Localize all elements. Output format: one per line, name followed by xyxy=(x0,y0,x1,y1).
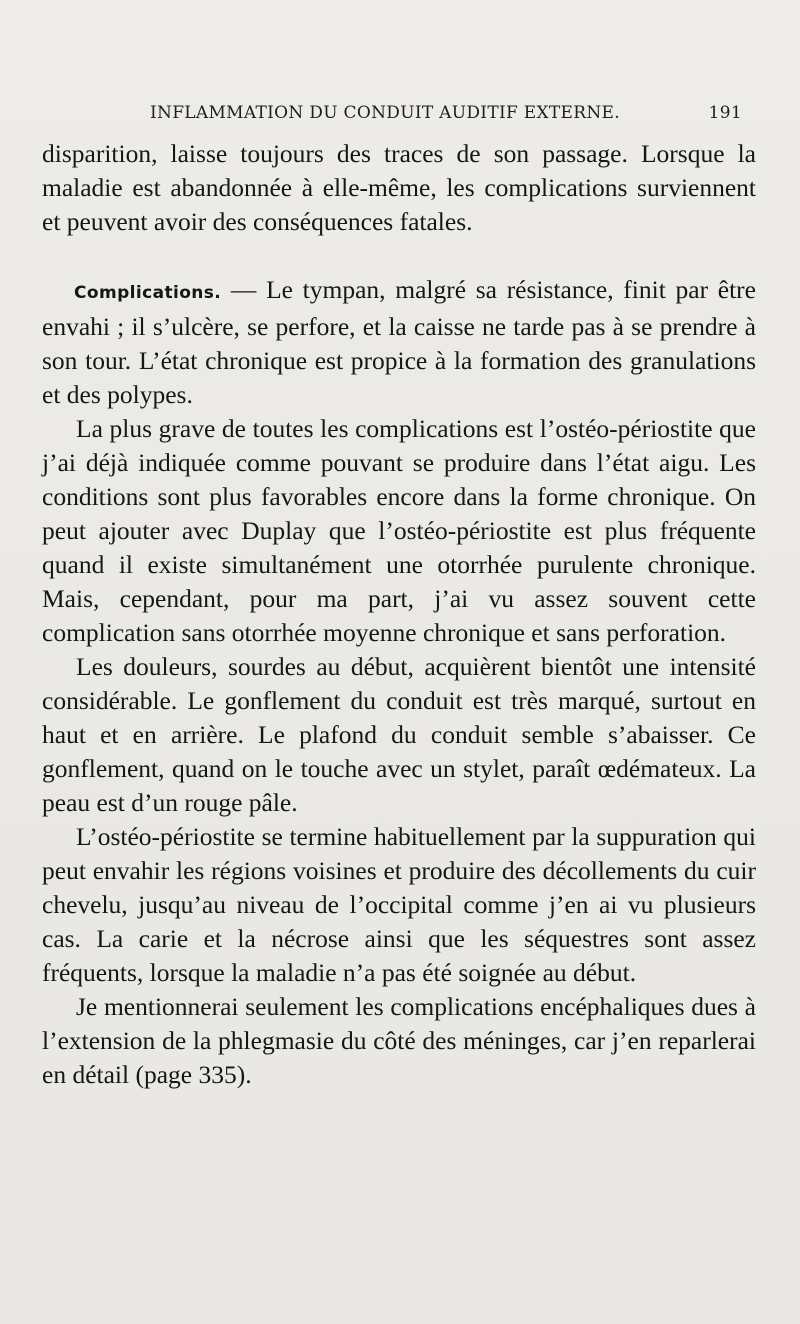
paragraph-douleurs: Les douleurs, sourdes au début, acquièrent bientôt une intensité considérable. Le gonflement du conduit est très marqué, surtout en haut et en arrière. Le plafond du conduit semble s’abaisser. Ce gonflement, quand on le touche avec un stylet, paraît œdémateux. La peau est d’un rouge pâle. xyxy=(42,652,756,817)
body-text xyxy=(42,137,756,1092)
paragraph-continuation: disparition, laisse toujours des traces de son passage. Lorsque la maladie est abandonnée à elle-même, les complications surviennent et peuvent avoir des conséquences fatales. xyxy=(42,139,756,236)
section-heading: Complications. xyxy=(74,283,222,303)
running-title: INFLAMMATION DU CONDUIT AUDITIF EXTERNE. xyxy=(150,103,620,123)
page-number: 191 xyxy=(708,103,742,123)
paragraph-suppuration: L’ostéo-périostite se termine habituellement par la suppuration qui peut envahir les régions voisines et produire des décollements du cuir chevelu, jusqu’au niveau de l’occipital comme j’en ai vu plusieurs cas. La carie et la nécrose ainsi que les séquestres sont assez fréquents, lorsque la maladie n’a pas été soignée au début. xyxy=(42,822,756,987)
paragraph-complications-text: — Le tympan, malgré sa résistance, finit par être envahi ; il s’ulcère, se perfore, et la caisse ne tarde pas à se prendre à son tour. L’état chronique est propice à la formation des granulations et des polypes. xyxy=(42,275,756,409)
paragraph-complications xyxy=(42,273,756,412)
running-header xyxy=(150,100,742,130)
paragraph-encephaliques: Je mentionnerai seulement les complications encéphaliques dues à l’extension de la phlegmasie du côté des méninges, car j’en reparlerai en détail (page 335). xyxy=(42,992,756,1089)
paragraph-osteo-periostite: La plus grave de toutes les complications est l’ostéo-périostite que j’ai déjà indiquée comme pouvant se produire dans l’état aigu. Les conditions sont plus favorables encore dans la forme chronique. On peut ajouter avec Duplay que l’ostéo-périostite est plus fréquente quand il existe simultanément une otorrhée purulente chronique. Mais, cependant, pour ma part, j’ai vu assez souvent cette complication sans otorrhée moyenne chronique et sans perforation. xyxy=(42,414,756,647)
